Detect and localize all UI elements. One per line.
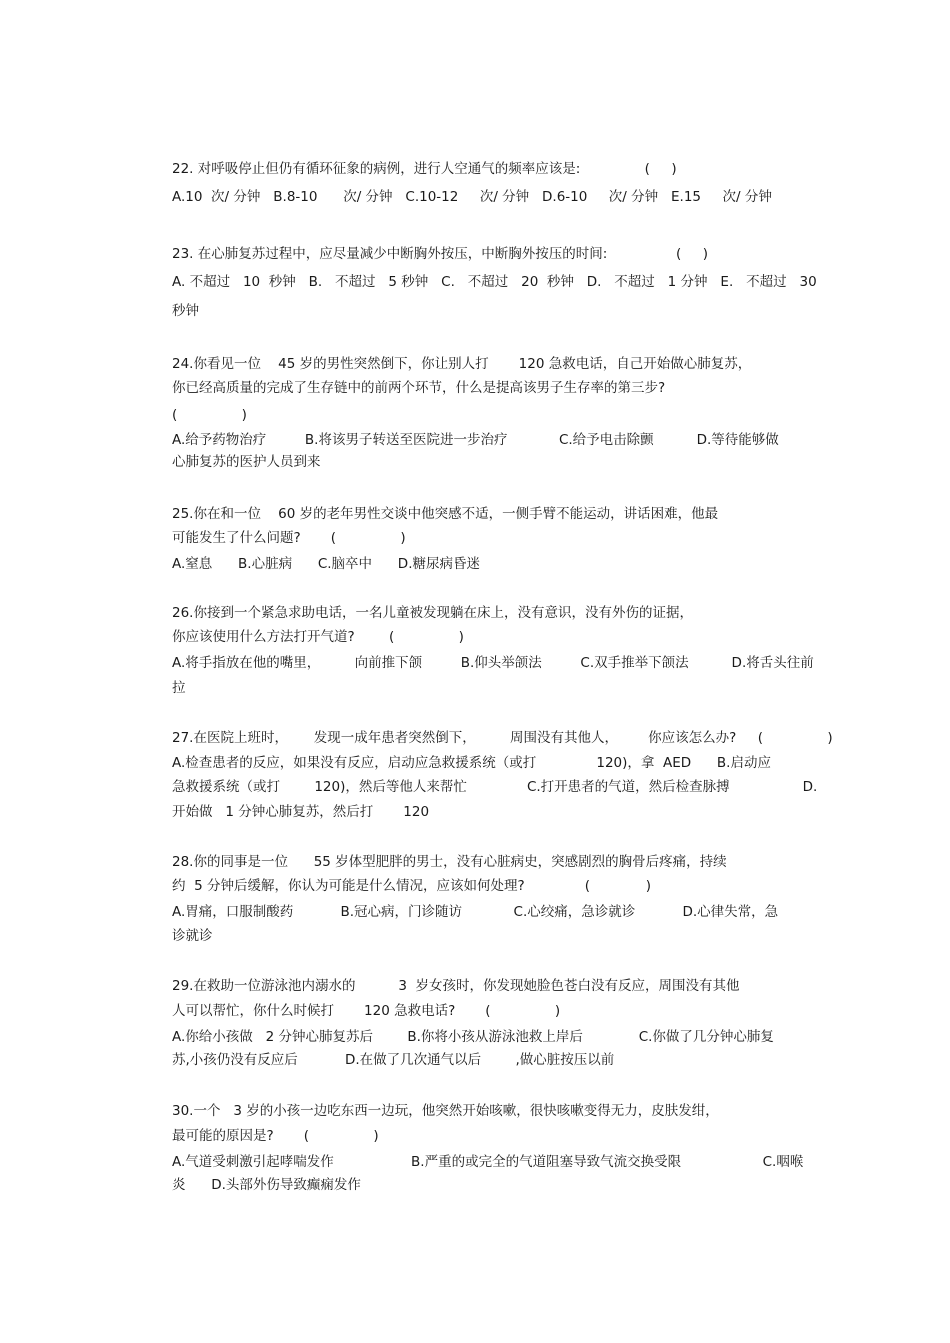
- question-29-stem: 29.在救助一位游泳池内溺水的 3 岁女孩时，你发现她脸色苍白没有反应，周围没有其他: [172, 978, 740, 994]
- question-24-stem: 24.你看见一位 45 岁的男性突然倒下，你让别人打 120 急救电话，自己开始做心肺复苏，: [172, 356, 752, 372]
- question-27-options-cont: 急救援系统（或打 120)，然后等他人来帮忙 C.打开患者的气道，然后检查脉搏 D.: [172, 779, 818, 795]
- question-23-options-cont: 秒钟: [172, 303, 199, 319]
- question-22-options: A.10 次/ 分钟 B.8-10 次/ 分钟 C.10-12 次/ 分钟 D.6-10 次/ 分钟 E.15 次/ 分钟: [172, 189, 772, 205]
- question-25-stem-cont: 可能发生了什么问题? ( ): [172, 530, 406, 546]
- question-30-options: A.气道受刺激引起哮喘发作 B.严重的或完全的气道阻塞导致气流交换受限 C.咽喉: [172, 1154, 804, 1170]
- question-24-answer-blank: ( ): [172, 407, 247, 423]
- question-25-stem: 25.你在和一位 60 岁的老年男性交谈中他突感不适，一侧手臂不能运动，讲话困难，他最: [172, 506, 719, 522]
- question-28-options: A.胃痛，口服制酸药 B.冠心病，门诊随访 C.心绞痛，急诊就诊 D.心律失常，急: [172, 904, 779, 920]
- question-23-options: A. 不超过 10 秒钟 B. 不超过 5 秒钟 C. 不超过 20 秒钟 D. 不超过 1 分钟 E. 不超过 30: [172, 274, 817, 290]
- question-30-options-cont: 炎 D.头部外伤导致癫痫发作: [172, 1177, 361, 1193]
- question-24-options: A.给予药物治疗 B.将该男子转送至医院进一步治疗 C.给予电击除颤 D.等待能够做: [172, 432, 779, 448]
- question-28-stem: 28.你的同事是一位 55 岁体型肥胖的男士，没有心脏病史，突感剧烈的胸骨后疼痛，持续: [172, 854, 727, 870]
- question-27-options: A.检查患者的反应，如果没有反应，启动应急救援系统（或打 120)，拿 AED B.启动应: [172, 755, 771, 771]
- question-26-options: A.将手指放在他的嘴里， 向前推下颌 B.仰头举颌法 C.双手推举下颌法 D.将舌头往前: [172, 655, 814, 671]
- question-30-stem: 30.一个 3 岁的小孩一边吃东西一边玩，他突然开始咳嗽，很快咳嗽变得无力，皮肤发绀，: [172, 1103, 719, 1119]
- question-22-stem: 22. 对呼吸停止但仍有循环征象的病例，进行人空通气的频率应该是: ( ): [172, 161, 677, 177]
- question-27-options-cont-2: 开始做 1 分钟心肺复苏，然后打 120: [172, 804, 430, 820]
- question-23-stem: 23. 在心肺复苏过程中，应尽量减少中断胸外按压，中断胸外按压的时间: ( ): [172, 246, 708, 262]
- question-27-stem: 27.在医院上班时， 发现一成年患者突然倒下， 周围没有其他人， 你应该怎么办? ( ): [172, 730, 833, 746]
- question-26-stem-cont: 你应该使用什么方法打开气道? ( ): [172, 629, 464, 645]
- question-29-options: A.你给小孩做 2 分钟心肺复苏后 B.你将小孩从游泳池救上岸后 C.你做了几分钟心肺复: [172, 1029, 774, 1045]
- question-26-options-cont: 拉: [172, 680, 186, 696]
- question-29-stem-cont: 人可以帮忙，你什么时候打 120 急救电话? ( ): [172, 1003, 561, 1019]
- question-24-options-cont: 心肺复苏的医护人员到来: [172, 454, 321, 470]
- question-28-options-cont: 诊就诊: [172, 928, 213, 944]
- question-25-options: A.窒息 B.心脏病 C.脑卒中 D.糖尿病昏迷: [172, 556, 480, 572]
- question-24-stem-cont: 你已经高质量的完成了生存链中的前两个环节，什么是提高该男子生存率的第三步?: [172, 380, 666, 396]
- question-29-options-cont: 苏,小孩仍没有反应后 D.在做了几次通气以后 ,做心脏按压以前: [172, 1052, 615, 1068]
- question-30-stem-cont: 最可能的原因是? ( ): [172, 1128, 379, 1144]
- question-28-stem-cont: 约 5 分钟后缓解，你认为可能是什么情况，应该如何处理? ( ): [172, 878, 652, 894]
- question-26-stem: 26.你接到一个紧急求助电话，一名儿童被发现躺在床上，没有意识，没有外伤的证据，: [172, 605, 693, 621]
